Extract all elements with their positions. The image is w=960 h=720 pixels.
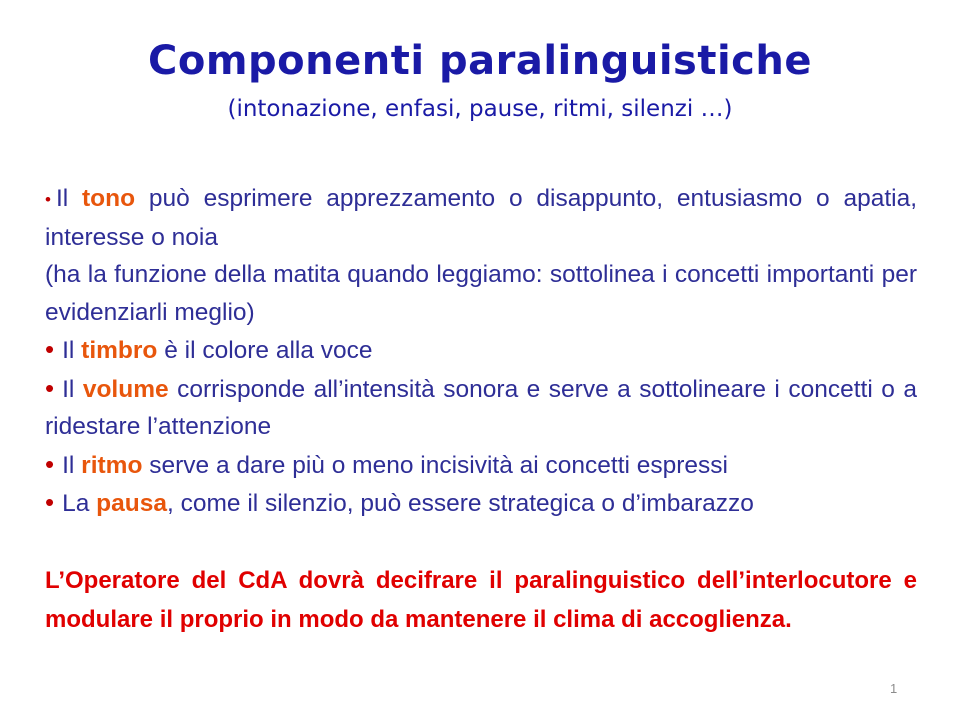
page-number: 1 [890,681,898,696]
bullet-icon: • [45,334,55,364]
bullet-icon: • [45,487,55,517]
bullet-prefix: Il [55,185,83,212]
keyword-pausa: pausa [96,490,167,517]
bullet-prefix: Il [62,337,82,364]
bullet-note-tono: (ha la funzione della matita quando leggiamo: sottolinea i concetti importanti per evidenziarli meglio) [45,261,917,326]
bullet-text: serve a dare più o meno incisività ai concetti espressi [142,451,728,479]
slide-subtitle: (intonazione, enfasi, pause, ritmi, silenzi …) [227,96,733,122]
bullet-text: può esprimere apprezzamento o disappunto, entusiasmo o apatia, interesse o noia [45,185,917,251]
bullet-item-ritmo [45,446,917,485]
slide-title: Componenti paralinguistiche [148,38,812,84]
bullet-text: è il colore alla voce [157,337,373,364]
keyword-timbro: timbro [81,337,158,364]
bullet-item-volume [45,370,917,446]
bullet-item-timbro [45,331,917,370]
bullet-item-tono [45,180,917,256]
keyword-volume: volume [82,375,169,403]
bullet-item-pausa [45,484,917,523]
bullet-prefix: La [62,490,97,517]
keyword-ritmo: ritmo [81,451,143,479]
bullet-text: , come il silenzio, può essere strategica o d’imbarazzo [166,490,754,517]
closing-statement: L’Operatore del CdA dovrà decifrare il paralinguistico dell’interlocutore e modulare il proprio in modo da mantenere il clima di accoglienza. [45,567,917,633]
bullet-icon: • [45,448,55,479]
bullet-prefix: Il [62,451,82,479]
bullet-icon: • [45,372,55,403]
bullet-list [45,180,917,523]
bullet-text: corrisponde all’intensità sonora e serve a sottolineare i concetti o a ridestare l’attenzione [45,375,917,440]
bullet-icon: • [45,190,51,209]
keyword-tono: tono [82,185,136,212]
bullet-prefix: Il [62,375,83,403]
